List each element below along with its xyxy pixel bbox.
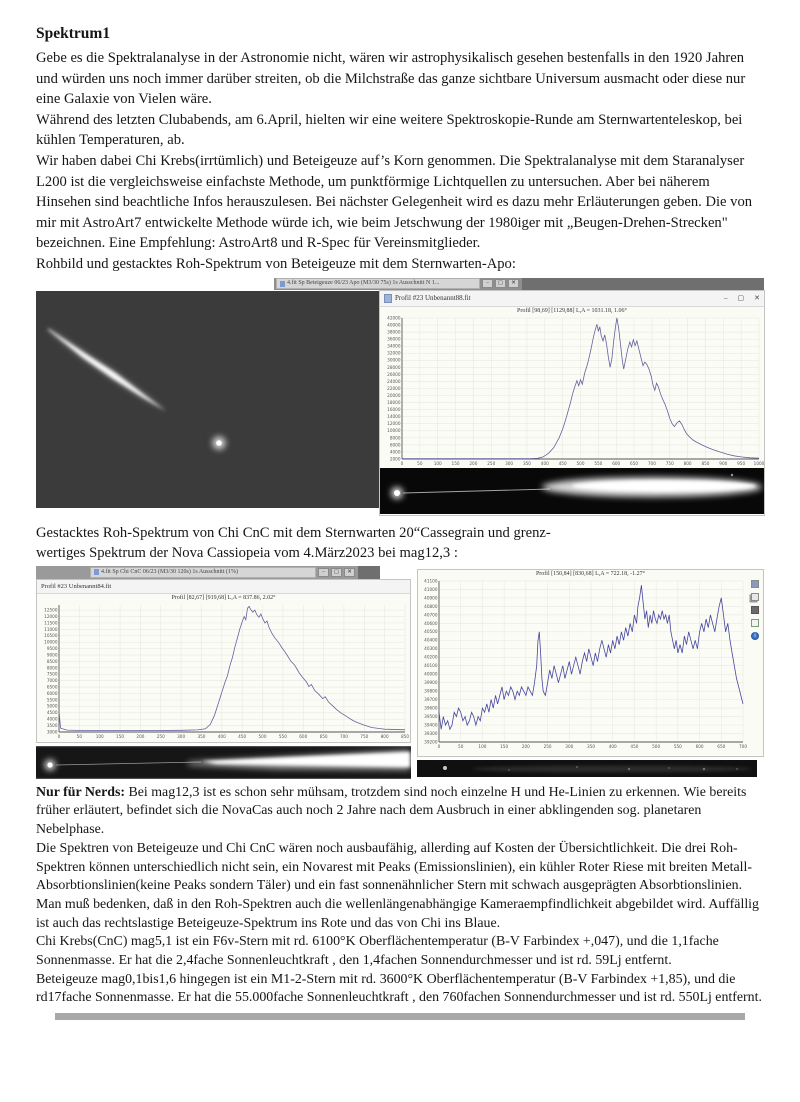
svg-text:8500: 8500 xyxy=(46,658,58,664)
nerds-label: Nur für Nerds: xyxy=(36,784,126,800)
svg-text:500: 500 xyxy=(652,743,661,749)
svg-text:40800: 40800 xyxy=(424,603,438,609)
svg-text:950: 950 xyxy=(737,460,746,466)
svg-text:5000: 5000 xyxy=(46,703,58,709)
svg-text:40000: 40000 xyxy=(424,671,438,677)
beteigeuze-spectrum-chart xyxy=(380,316,764,468)
svg-text:0: 0 xyxy=(57,733,61,739)
info-icon[interactable]: i xyxy=(751,632,759,640)
svg-text:4500: 4500 xyxy=(46,709,58,715)
chart-icon[interactable] xyxy=(751,619,759,627)
svg-text:350: 350 xyxy=(522,460,531,466)
svg-text:350: 350 xyxy=(587,743,595,749)
close-icon[interactable]: ✕ xyxy=(344,568,355,577)
svg-text:900: 900 xyxy=(719,460,728,466)
svg-text:0: 0 xyxy=(400,460,404,466)
image-tab-label: 4.fit Sp Beteigeuze 06/23 Apo (M3/30 75s) 1s Ausschnitt N 1... xyxy=(287,280,440,287)
svg-text:300: 300 xyxy=(177,733,186,739)
svg-text:150: 150 xyxy=(116,733,125,739)
chart-title: Profil [98,69] [1129,88] L,A = 1031.18, 1.06° xyxy=(517,307,627,314)
svg-text:100: 100 xyxy=(478,743,487,749)
maximize-icon[interactable]: ▢ xyxy=(331,568,342,577)
svg-text:650: 650 xyxy=(630,460,639,466)
nerds-paragraph-1: Nur für Nerds: Bei mag12,3 ist es schon sehr mühsam, trotzdem sind noch einzelne H und He-Linien zu erkennen. Wie bereits früher erläutert, befindet sich die NovaCas auch noch 2 Jahre nach dem Ausbruch in einer abklingenden sog. planetaren Nebelphase. xyxy=(36,784,747,838)
svg-text:7500: 7500 xyxy=(46,671,58,677)
svg-text:12000: 12000 xyxy=(44,613,58,619)
paragraph-methode: Wir haben dabei Chi Krebs(irrtümlich) und Beteigeuze auf’s Korn genommen. Die Spektralanalyse mit dem Staranalyser L200 ist die vergleichsweise einfachste Methode, um punktförmige Lichtquellen zu untersuchen. Aber bei näherem Hinsehen sind beachtliche Infos herauszulesen. Bei nächster Gelegenheit wird es dazu mehr Erläuterungen geben. Die von mir mit AstroArt7 entwickelte Methode würde ich, wie beim Jetschwung der 1980iger mit „Beugen-Drehen-Strecken" bezeichnen. Eine Empfehlung: AstroArt8 und R-Spec für Vereinsmitglieder. xyxy=(36,152,753,252)
svg-text:200: 200 xyxy=(136,733,145,739)
svg-text:0: 0 xyxy=(437,743,441,749)
svg-text:40000: 40000 xyxy=(387,321,401,327)
svg-text:50: 50 xyxy=(76,733,83,739)
svg-text:12500: 12500 xyxy=(44,607,58,613)
nova-cassiopeia-spectrum-chart xyxy=(418,579,748,751)
svg-text:4000: 4000 xyxy=(389,448,401,454)
svg-text:850: 850 xyxy=(401,733,409,739)
svg-text:30000: 30000 xyxy=(387,357,401,363)
svg-text:34000: 34000 xyxy=(387,343,401,349)
page-title: Spektrum1 xyxy=(36,25,111,42)
svg-text:450: 450 xyxy=(558,460,567,466)
document-icon xyxy=(94,569,99,575)
svg-text:100: 100 xyxy=(95,733,104,739)
svg-text:800: 800 xyxy=(683,460,692,466)
svg-text:42000: 42000 xyxy=(387,315,401,320)
chart-zone xyxy=(380,307,764,468)
svg-text:250: 250 xyxy=(543,743,552,749)
svg-text:500: 500 xyxy=(258,733,267,739)
maximize-icon[interactable]: ▢ xyxy=(737,294,745,303)
svg-text:6000: 6000 xyxy=(389,441,401,447)
image-tab-beteigeuze[interactable] xyxy=(276,278,480,289)
svg-text:24000: 24000 xyxy=(387,378,401,384)
svg-text:40700: 40700 xyxy=(424,612,438,618)
nerds-paragraph-3: Chi Krebs(CnC) mag5,1 ist ein F6v-Stern mit rd. 6100°K Oberflächentemperatur (B-V Farbindex +,047), und die 1,1fache Sonnenmasse. Er hat die 2,4fache Sonnenleuchtkraft , den 1,4fachen Sonnendurchmesser und ist rd. 59Lj entfernt. xyxy=(36,934,719,969)
svg-text:400: 400 xyxy=(540,460,549,466)
svg-text:32000: 32000 xyxy=(387,350,401,356)
svg-text:3000: 3000 xyxy=(46,729,58,735)
chart-zone xyxy=(418,570,763,756)
window-title: Profil #23 Unbenannt84.fit xyxy=(41,582,112,590)
figure-row-chicnc-nova xyxy=(36,566,764,780)
svg-text:8000: 8000 xyxy=(389,434,401,440)
svg-text:200: 200 xyxy=(469,460,478,466)
svg-text:4000: 4000 xyxy=(46,716,58,722)
window-title: Profil #23 Unbenannt88.fit xyxy=(395,294,471,303)
svg-text:100: 100 xyxy=(433,460,442,466)
print-icon[interactable] xyxy=(751,606,759,614)
svg-text:200: 200 xyxy=(521,743,530,749)
svg-text:40300: 40300 xyxy=(424,645,438,651)
taskbar-filler xyxy=(358,566,380,579)
svg-text:22000: 22000 xyxy=(387,385,401,391)
svg-text:600: 600 xyxy=(695,743,704,749)
chart-title: Profil [150,84] [830,68] L,A = 722.18, -1.27° xyxy=(535,570,646,577)
svg-text:2000: 2000 xyxy=(389,455,401,461)
svg-text:150: 150 xyxy=(451,460,460,466)
svg-text:39900: 39900 xyxy=(424,679,438,685)
minimize-icon[interactable]: – xyxy=(724,294,728,303)
chicnc-spectrum-chart xyxy=(37,603,410,741)
svg-text:39200: 39200 xyxy=(424,739,438,745)
svg-text:11000: 11000 xyxy=(44,626,58,632)
svg-text:700: 700 xyxy=(647,460,656,466)
svg-text:700: 700 xyxy=(339,733,348,739)
svg-text:400: 400 xyxy=(608,743,617,749)
svg-text:6500: 6500 xyxy=(46,684,58,690)
svg-text:41000: 41000 xyxy=(424,586,438,592)
svg-text:20000: 20000 xyxy=(387,392,401,398)
svg-text:750: 750 xyxy=(360,733,369,739)
nerds-paragraph-2: Die Spektren von Beteigeuze und Chi CnC wären noch ausbaufähig, allerding auf Kosten der Übersichtlichkeit. Die drei Roh-Spektren können unterschiedlich nicht sein, ein Novarest mit Peaks (Emissionslinien), ein kühler Roter Riese mit breiten Metall-Absorbtionslinien(keine Peaks sondern Täler) und ein fast sonnenähnlicher Stern mit schwach ausgeprägten Absorbtionslinien. Man muß bedenken, daß in den Roh-Spektren auch die wellenlängenabhängige Kameraempfindlichkeit abgebildet wird. Auffällig ist auch das rechtslastige Beteigeuze-Spektrum ins Rote und das von Chi ins Blaue. xyxy=(36,840,759,931)
maximize-icon[interactable]: ▢ xyxy=(495,279,506,288)
svg-text:39400: 39400 xyxy=(424,722,438,728)
svg-text:10500: 10500 xyxy=(44,632,58,638)
svg-text:40500: 40500 xyxy=(424,628,438,634)
svg-text:36000: 36000 xyxy=(387,336,401,342)
svg-text:40600: 40600 xyxy=(424,620,438,626)
svg-text:39500: 39500 xyxy=(424,713,438,719)
svg-text:450: 450 xyxy=(238,733,247,739)
svg-text:850: 850 xyxy=(701,460,710,466)
svg-text:300: 300 xyxy=(565,743,574,749)
svg-text:150: 150 xyxy=(500,743,509,749)
svg-text:450: 450 xyxy=(630,743,639,749)
minimize-icon[interactable]: – xyxy=(318,568,329,577)
document-icon xyxy=(384,294,392,303)
svg-text:800: 800 xyxy=(380,733,389,739)
nerds-paragraph-4: Beteigeuze mag0,1bis1,6 hingegen ist ein M1-2-Stern mit rd. 3600°K Oberflächentemperatur (B-V Farbindex +1,85), und die rd17fache Sonnenmasse. Er hat die 55.000fache Sonnenleuchtkraft , den 760fachen Sonnendurchmesser und ist rd. 550Lj entfernt. xyxy=(36,971,762,1006)
svg-text:600: 600 xyxy=(299,733,308,739)
svg-text:400: 400 xyxy=(217,733,226,739)
nova-spectrum-strip xyxy=(417,760,757,777)
figure2-caption-line1: Gestacktes Roh-Spektrum von Chi CnC mit dem Sternwarten 20“Cassegrain und grenz- xyxy=(36,524,551,541)
svg-text:7000: 7000 xyxy=(46,677,58,683)
svg-text:16000: 16000 xyxy=(387,406,401,412)
svg-text:250: 250 xyxy=(156,733,165,739)
taskbar-filler xyxy=(522,278,764,290)
svg-text:9000: 9000 xyxy=(46,652,58,658)
svg-text:39700: 39700 xyxy=(424,696,438,702)
beteigeuze-raw-image xyxy=(36,291,381,508)
svg-text:650: 650 xyxy=(717,743,726,749)
chicnc-spectrum-strip xyxy=(36,746,411,779)
svg-text:1000: 1000 xyxy=(753,460,764,466)
window-titlebar xyxy=(37,580,410,594)
window-titlebar xyxy=(380,291,764,307)
svg-text:5500: 5500 xyxy=(46,697,58,703)
svg-text:28000: 28000 xyxy=(387,364,401,370)
svg-text:250: 250 xyxy=(487,460,496,466)
nerds-section xyxy=(36,784,764,1008)
copy-icon[interactable] xyxy=(751,593,759,601)
svg-text:39300: 39300 xyxy=(424,730,438,736)
close-icon[interactable]: ✕ xyxy=(754,294,760,303)
svg-text:350: 350 xyxy=(197,733,206,739)
nova-cassiopeia-window xyxy=(417,569,764,757)
svg-text:39800: 39800 xyxy=(424,688,438,694)
paragraph-intro: Gebe es die Spektralanalyse in der Astronomie nicht, wären wir astrophysikalisch gesehen bestenfalls in den 1920 Jahren und würden uns noch immer darüber streiten, ob die Milchstraße das ganze sichtbare Universum ausmacht oder diese nur eine Galaxie von Vielen wäre. xyxy=(36,50,746,108)
svg-text:39600: 39600 xyxy=(424,705,438,711)
svg-text:650: 650 xyxy=(319,733,328,739)
svg-text:40900: 40900 xyxy=(424,595,438,601)
svg-text:500: 500 xyxy=(576,460,585,466)
figure2-caption-line2: wertiges Spektrum der Nova Cassiopeia vom 4.März2023 bei mag12,3 : xyxy=(36,545,458,562)
svg-text:12000: 12000 xyxy=(387,420,401,426)
svg-text:8000: 8000 xyxy=(46,664,58,670)
svg-text:38000: 38000 xyxy=(387,329,401,335)
astroart-taskbar xyxy=(274,278,764,290)
svg-text:6000: 6000 xyxy=(46,690,58,696)
beteigeuze-spectrum-strip xyxy=(380,468,764,514)
svg-text:550: 550 xyxy=(673,743,682,749)
figure1-caption: Rohbild und gestacktes Roh-Spektrum von Beteigeuze mit dem Sternwarten-Apo: xyxy=(36,255,516,272)
profile-window-beteigeuze xyxy=(379,290,765,516)
svg-text:9500: 9500 xyxy=(46,645,58,651)
svg-text:550: 550 xyxy=(594,460,603,466)
svg-text:300: 300 xyxy=(505,460,514,466)
svg-text:41100: 41100 xyxy=(424,578,438,584)
svg-text:50: 50 xyxy=(417,460,423,466)
next-image-edge xyxy=(55,1013,745,1020)
astroart-taskbar-2 xyxy=(36,566,380,579)
svg-text:18000: 18000 xyxy=(387,399,401,405)
svg-text:40400: 40400 xyxy=(424,637,438,643)
svg-text:10000: 10000 xyxy=(44,639,58,645)
figure-row-beteigeuze xyxy=(36,278,764,518)
close-icon[interactable]: ✕ xyxy=(508,279,519,288)
svg-text:10000: 10000 xyxy=(387,427,401,433)
svg-text:3500: 3500 xyxy=(46,722,58,728)
save-icon[interactable] xyxy=(751,580,759,588)
svg-text:26000: 26000 xyxy=(387,371,401,377)
svg-text:750: 750 xyxy=(665,460,674,466)
svg-text:50: 50 xyxy=(458,743,464,749)
minimize-icon[interactable]: – xyxy=(482,279,493,288)
chart-zone xyxy=(37,594,410,741)
svg-text:550: 550 xyxy=(278,733,287,739)
svg-text:14000: 14000 xyxy=(387,413,401,419)
svg-text:700: 700 xyxy=(739,743,747,749)
image-tab-chicnc[interactable] xyxy=(90,567,316,578)
svg-text:11500: 11500 xyxy=(44,620,58,626)
svg-text:40200: 40200 xyxy=(424,654,438,660)
paragraph-clubabend: Während des letzten Clubabends, am 6.April, hielten wir eine weitere Spektroskopie-Runde am Sternwartenteleskop, bei kühlen Temperaturen, ab. xyxy=(36,111,743,149)
document-icon xyxy=(280,281,285,287)
svg-text:40100: 40100 xyxy=(424,662,438,668)
image-tab-label: 4.fit Sp Chi CnC 06/23 (M3/30 120s) 1s Ausschnitt (1%) xyxy=(101,568,239,575)
svg-text:600: 600 xyxy=(612,460,621,466)
spectrum-streak-graphic xyxy=(36,291,381,508)
profile-window-chicnc xyxy=(36,579,411,743)
chart-toolbar xyxy=(751,580,761,645)
chart-title: Profil [82,67] [919,68] L,A = 837.86, 2.02° xyxy=(171,594,276,601)
